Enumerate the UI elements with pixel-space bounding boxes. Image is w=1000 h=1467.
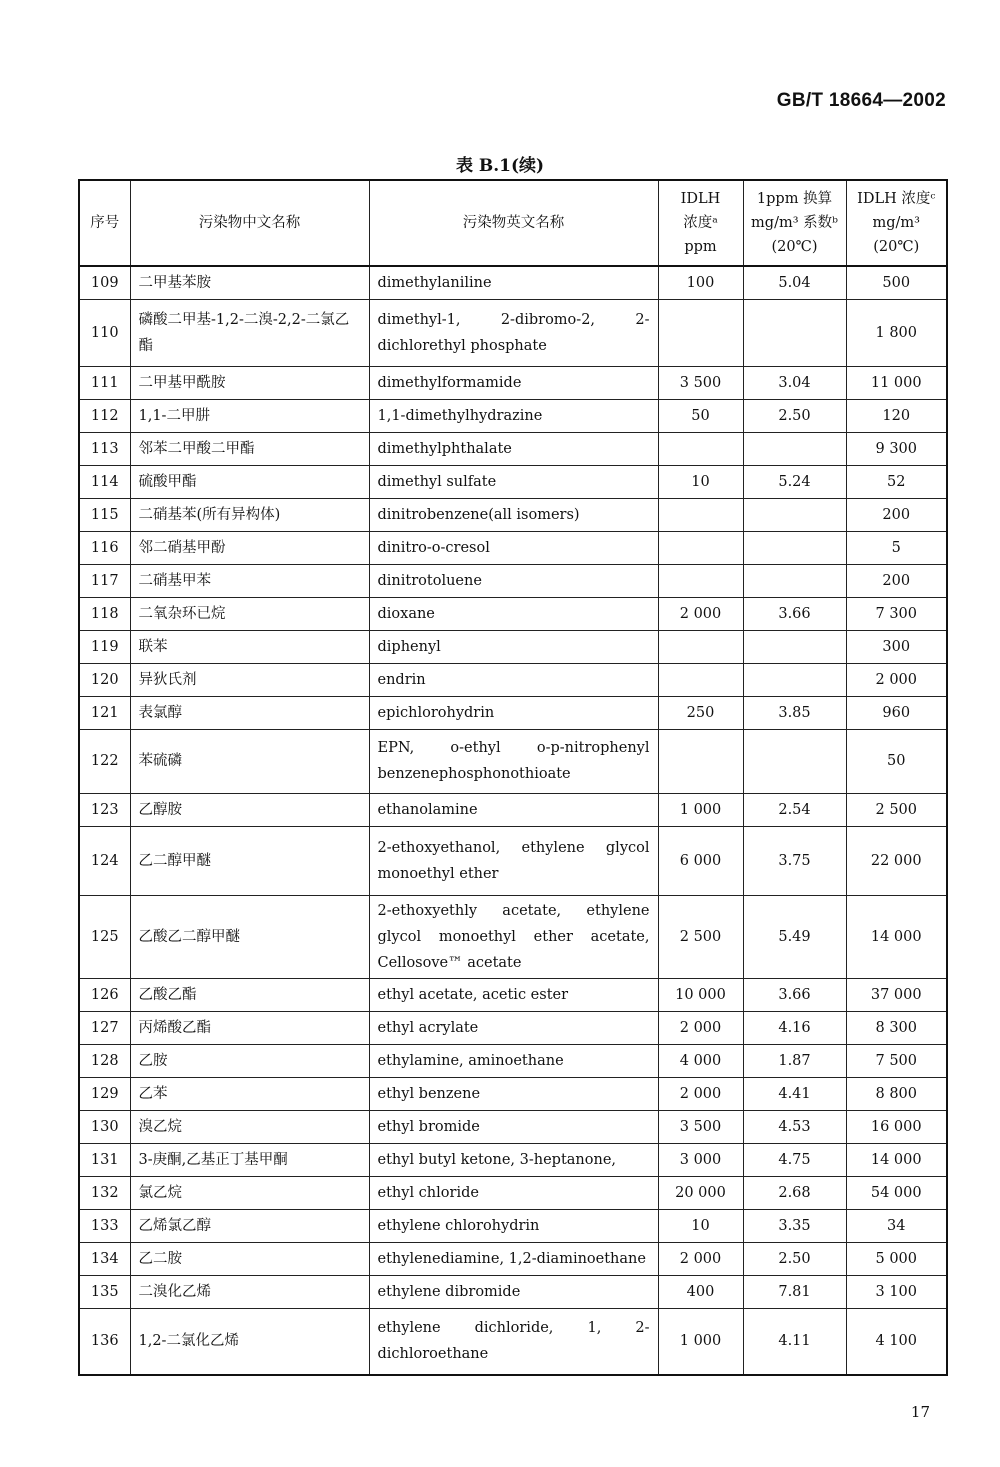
cell-factor: 4.11 bbox=[743, 1308, 846, 1375]
cell-idlh-ppm: 10 bbox=[658, 465, 743, 498]
cell-en-name: dinitrobenzene(all isomers) bbox=[369, 498, 658, 531]
cell-en-name: dimethyl sulfate bbox=[369, 465, 658, 498]
cell-factor bbox=[743, 729, 846, 793]
cell-en-name: dinitro-o-cresol bbox=[369, 531, 658, 564]
cell-cn-name: 1,1-二甲肼 bbox=[130, 399, 369, 432]
cell-idlh-mg: 14 000 bbox=[846, 1143, 947, 1176]
cell-no: 116 bbox=[79, 531, 130, 564]
standard-code: GB/T 18664—2002 bbox=[776, 90, 946, 111]
cell-cn-name: 溴乙烷 bbox=[130, 1110, 369, 1143]
cell-idlh-ppm: 2 000 bbox=[658, 1077, 743, 1110]
header-idlh-ppm bbox=[658, 180, 743, 266]
cell-no: 127 bbox=[79, 1011, 130, 1044]
cell-idlh-mg: 5 000 bbox=[846, 1242, 947, 1275]
table-row bbox=[79, 1077, 947, 1110]
cell-idlh-mg: 54 000 bbox=[846, 1176, 947, 1209]
cell-en-name: ethyl acetate, acetic ester bbox=[369, 978, 658, 1011]
header-factor-line3: (20℃) bbox=[771, 239, 818, 255]
table-row bbox=[79, 299, 947, 366]
header-idlh-mg bbox=[846, 180, 947, 266]
cell-cn-name: 乙酸乙二醇甲醚 bbox=[130, 895, 369, 978]
cell-idlh-ppm: 6 000 bbox=[658, 826, 743, 895]
cell-idlh-ppm: 1 000 bbox=[658, 793, 743, 826]
cell-idlh-ppm bbox=[658, 663, 743, 696]
cell-idlh-mg: 200 bbox=[846, 564, 947, 597]
table-row bbox=[79, 1275, 947, 1308]
cell-factor: 3.66 bbox=[743, 597, 846, 630]
table-row bbox=[79, 1308, 947, 1375]
cell-idlh-mg: 2 000 bbox=[846, 663, 947, 696]
table-row bbox=[79, 1176, 947, 1209]
cell-en-name: 2-ethoxyethly acetate, ethylene glycol monoethyl ether acetate, Cellosove™ acetate bbox=[369, 895, 658, 978]
cell-cn-name: 氯乙烷 bbox=[130, 1176, 369, 1209]
cell-no: 109 bbox=[79, 266, 130, 299]
cell-factor bbox=[743, 663, 846, 696]
cell-idlh-ppm: 2 000 bbox=[658, 597, 743, 630]
cell-factor: 5.04 bbox=[743, 266, 846, 299]
cell-factor bbox=[743, 630, 846, 663]
cell-cn-name: 乙醇胺 bbox=[130, 793, 369, 826]
cell-cn-name: 3-庚酮,乙基正丁基甲酮 bbox=[130, 1143, 369, 1176]
cell-en-name: diphenyl bbox=[369, 630, 658, 663]
cell-idlh-mg: 14 000 bbox=[846, 895, 947, 978]
table-row bbox=[79, 432, 947, 465]
cell-no: 126 bbox=[79, 978, 130, 1011]
cell-idlh-ppm: 1 000 bbox=[658, 1308, 743, 1375]
cell-en-name: ethyl bromide bbox=[369, 1110, 658, 1143]
cell-idlh-mg: 4 100 bbox=[846, 1308, 947, 1375]
cell-no: 135 bbox=[79, 1275, 130, 1308]
table-row bbox=[79, 663, 947, 696]
cell-factor: 2.50 bbox=[743, 1242, 846, 1275]
cell-en-name: dimethylphthalate bbox=[369, 432, 658, 465]
cell-idlh-ppm: 20 000 bbox=[658, 1176, 743, 1209]
cell-factor bbox=[743, 432, 846, 465]
cell-idlh-mg: 22 000 bbox=[846, 826, 947, 895]
page-number: 17 bbox=[910, 1403, 930, 1421]
cell-no: 132 bbox=[79, 1176, 130, 1209]
cell-cn-name: 联苯 bbox=[130, 630, 369, 663]
cell-no: 117 bbox=[79, 564, 130, 597]
cell-idlh-ppm: 3 000 bbox=[658, 1143, 743, 1176]
cell-no: 118 bbox=[79, 597, 130, 630]
cell-no: 121 bbox=[79, 696, 130, 729]
cell-cn-name: 磷酸二甲基-1,2-二溴-2,2-二氯乙酯 bbox=[130, 299, 369, 366]
cell-idlh-mg: 8 300 bbox=[846, 1011, 947, 1044]
cell-idlh-mg: 300 bbox=[846, 630, 947, 663]
cell-no: 129 bbox=[79, 1077, 130, 1110]
cell-cn-name: 邻苯二甲酸二甲酯 bbox=[130, 432, 369, 465]
cell-idlh-mg: 500 bbox=[846, 266, 947, 299]
cell-idlh-ppm bbox=[658, 498, 743, 531]
cell-factor: 2.68 bbox=[743, 1176, 846, 1209]
cell-no: 114 bbox=[79, 465, 130, 498]
header-idlh-ppm-line3: ppm bbox=[684, 239, 717, 255]
cell-factor: 3.66 bbox=[743, 978, 846, 1011]
cell-idlh-ppm bbox=[658, 432, 743, 465]
cell-idlh-ppm bbox=[658, 531, 743, 564]
table-row bbox=[79, 266, 947, 299]
cell-idlh-mg: 2 500 bbox=[846, 793, 947, 826]
cell-idlh-mg: 16 000 bbox=[846, 1110, 947, 1143]
header-no: 序号 bbox=[79, 180, 130, 266]
cell-cn-name: 二硝基苯(所有异构体) bbox=[130, 498, 369, 531]
cell-idlh-ppm: 50 bbox=[658, 399, 743, 432]
table-row bbox=[79, 465, 947, 498]
cell-en-name: ethylene dichloride, 1, 2-dichloroethane bbox=[369, 1308, 658, 1375]
cell-cn-name: 乙烯氯乙醇 bbox=[130, 1209, 369, 1242]
cell-no: 110 bbox=[79, 299, 130, 366]
cell-no: 130 bbox=[79, 1110, 130, 1143]
table-row bbox=[79, 978, 947, 1011]
cell-idlh-mg: 9 300 bbox=[846, 432, 947, 465]
cell-factor: 3.85 bbox=[743, 696, 846, 729]
cell-idlh-mg: 11 000 bbox=[846, 366, 947, 399]
table-row bbox=[79, 1143, 947, 1176]
cell-idlh-mg: 1 800 bbox=[846, 299, 947, 366]
cell-en-name: ethyl butyl ketone, 3-heptanone, bbox=[369, 1143, 658, 1176]
cell-en-name: endrin bbox=[369, 663, 658, 696]
cell-factor: 7.81 bbox=[743, 1275, 846, 1308]
cell-no: 111 bbox=[79, 366, 130, 399]
cell-factor: 2.50 bbox=[743, 399, 846, 432]
cell-idlh-ppm: 250 bbox=[658, 696, 743, 729]
table-row bbox=[79, 696, 947, 729]
table-row bbox=[79, 498, 947, 531]
cell-idlh-ppm: 10 000 bbox=[658, 978, 743, 1011]
header-idlh-mg-line1: IDLH 浓度ᶜ bbox=[857, 191, 936, 207]
cell-en-name: EPN, o-ethyl o-p-nitrophenyl benzenephosphonothioate bbox=[369, 729, 658, 793]
cell-cn-name: 乙二醇甲醚 bbox=[130, 826, 369, 895]
cell-cn-name: 异狄氏剂 bbox=[130, 663, 369, 696]
cell-en-name: ethyl chloride bbox=[369, 1176, 658, 1209]
cell-en-name: ethylamine, aminoethane bbox=[369, 1044, 658, 1077]
header-idlh-ppm-line2: 浓度ᵃ bbox=[683, 215, 718, 231]
cell-cn-name: 丙烯酸乙酯 bbox=[130, 1011, 369, 1044]
cell-idlh-ppm: 100 bbox=[658, 266, 743, 299]
cell-idlh-ppm: 2 000 bbox=[658, 1242, 743, 1275]
cell-en-name: 2-ethoxyethanol, ethylene glycol monoethyl ether bbox=[369, 826, 658, 895]
cell-idlh-ppm: 2 500 bbox=[658, 895, 743, 978]
cell-en-name: dimethylformamide bbox=[369, 366, 658, 399]
header-idlh-ppm-line1: IDLH bbox=[680, 191, 721, 207]
cell-idlh-mg: 52 bbox=[846, 465, 947, 498]
cell-cn-name: 二硝基甲苯 bbox=[130, 564, 369, 597]
cell-en-name: dimethyl-1, 2-dibromo-2, 2-dichlorethyl phosphate bbox=[369, 299, 658, 366]
cell-factor bbox=[743, 299, 846, 366]
header-cn-name: 污染物中文名称 bbox=[130, 180, 369, 266]
cell-idlh-ppm: 3 500 bbox=[658, 1110, 743, 1143]
header-idlh-mg-line2: mg/m³ bbox=[872, 215, 920, 231]
table-row bbox=[79, 1044, 947, 1077]
table-row bbox=[79, 793, 947, 826]
cell-factor: 4.53 bbox=[743, 1110, 846, 1143]
cell-cn-name: 乙苯 bbox=[130, 1077, 369, 1110]
cell-idlh-mg: 5 bbox=[846, 531, 947, 564]
cell-cn-name: 邻二硝基甲酚 bbox=[130, 531, 369, 564]
cell-factor bbox=[743, 564, 846, 597]
cell-no: 113 bbox=[79, 432, 130, 465]
cell-idlh-mg: 34 bbox=[846, 1209, 947, 1242]
cell-idlh-ppm bbox=[658, 729, 743, 793]
cell-no: 131 bbox=[79, 1143, 130, 1176]
cell-en-name: ethylene chlorohydrin bbox=[369, 1209, 658, 1242]
table-row bbox=[79, 366, 947, 399]
cell-no: 128 bbox=[79, 1044, 130, 1077]
cell-no: 124 bbox=[79, 826, 130, 895]
cell-no: 125 bbox=[79, 895, 130, 978]
table-row bbox=[79, 1209, 947, 1242]
cell-cn-name: 苯硫磷 bbox=[130, 729, 369, 793]
cell-idlh-mg: 120 bbox=[846, 399, 947, 432]
cell-idlh-ppm: 400 bbox=[658, 1275, 743, 1308]
cell-idlh-mg: 8 800 bbox=[846, 1077, 947, 1110]
cell-cn-name: 二溴化乙烯 bbox=[130, 1275, 369, 1308]
header-factor bbox=[743, 180, 846, 266]
cell-idlh-mg: 200 bbox=[846, 498, 947, 531]
cell-idlh-mg: 37 000 bbox=[846, 978, 947, 1011]
cell-en-name: epichlorohydrin bbox=[369, 696, 658, 729]
table-row bbox=[79, 564, 947, 597]
table-row bbox=[79, 1011, 947, 1044]
cell-en-name: ethyl benzene bbox=[369, 1077, 658, 1110]
cell-cn-name: 乙酸乙酯 bbox=[130, 978, 369, 1011]
cell-factor: 1.87 bbox=[743, 1044, 846, 1077]
cell-idlh-ppm bbox=[658, 564, 743, 597]
cell-no: 134 bbox=[79, 1242, 130, 1275]
cell-factor bbox=[743, 531, 846, 564]
cell-no: 119 bbox=[79, 630, 130, 663]
cell-idlh-ppm: 3 500 bbox=[658, 366, 743, 399]
cell-idlh-ppm: 4 000 bbox=[658, 1044, 743, 1077]
cell-no: 115 bbox=[79, 498, 130, 531]
table-row bbox=[79, 531, 947, 564]
cell-factor: 5.24 bbox=[743, 465, 846, 498]
cell-en-name: dioxane bbox=[369, 597, 658, 630]
cell-factor: 3.04 bbox=[743, 366, 846, 399]
idlh-table bbox=[78, 179, 948, 1376]
cell-cn-name: 1,2-二氯化乙烯 bbox=[130, 1308, 369, 1375]
cell-factor: 3.75 bbox=[743, 826, 846, 895]
cell-no: 112 bbox=[79, 399, 130, 432]
cell-factor: 2.54 bbox=[743, 793, 846, 826]
cell-no: 136 bbox=[79, 1308, 130, 1375]
cell-no: 133 bbox=[79, 1209, 130, 1242]
cell-idlh-mg: 3 100 bbox=[846, 1275, 947, 1308]
cell-idlh-mg: 7 300 bbox=[846, 597, 947, 630]
cell-no: 120 bbox=[79, 663, 130, 696]
header-factor-line1: 1ppm 换算 bbox=[756, 191, 833, 207]
table-header-row bbox=[79, 180, 947, 266]
cell-idlh-ppm: 10 bbox=[658, 1209, 743, 1242]
cell-cn-name: 表氯醇 bbox=[130, 696, 369, 729]
table-row bbox=[79, 826, 947, 895]
cell-cn-name: 乙胺 bbox=[130, 1044, 369, 1077]
cell-cn-name: 二甲基苯胺 bbox=[130, 266, 369, 299]
cell-en-name: dinitrotoluene bbox=[369, 564, 658, 597]
table-row bbox=[79, 597, 947, 630]
cell-en-name: ethylene dibromide bbox=[369, 1275, 658, 1308]
table-row bbox=[79, 1242, 947, 1275]
cell-en-name: ethylenediamine, 1,2-diaminoethane bbox=[369, 1242, 658, 1275]
header-en-name: 污染物英文名称 bbox=[369, 180, 658, 266]
table-row bbox=[79, 729, 947, 793]
table-title: 表 B.1(续) bbox=[455, 156, 545, 176]
cell-idlh-mg: 7 500 bbox=[846, 1044, 947, 1077]
cell-idlh-mg: 960 bbox=[846, 696, 947, 729]
cell-en-name: ethanolamine bbox=[369, 793, 658, 826]
cell-idlh-ppm bbox=[658, 299, 743, 366]
cell-factor bbox=[743, 498, 846, 531]
table-row bbox=[79, 1110, 947, 1143]
cell-en-name: 1,1-dimethylhydrazine bbox=[369, 399, 658, 432]
cell-cn-name: 二氧杂环已烷 bbox=[130, 597, 369, 630]
table-row bbox=[79, 399, 947, 432]
cell-no: 122 bbox=[79, 729, 130, 793]
cell-en-name: ethyl acrylate bbox=[369, 1011, 658, 1044]
cell-idlh-ppm bbox=[658, 630, 743, 663]
cell-idlh-ppm: 2 000 bbox=[658, 1011, 743, 1044]
cell-cn-name: 硫酸甲酯 bbox=[130, 465, 369, 498]
cell-cn-name: 二甲基甲酰胺 bbox=[130, 366, 369, 399]
table-row bbox=[79, 895, 947, 978]
table-row bbox=[79, 630, 947, 663]
cell-en-name: dimethylaniline bbox=[369, 266, 658, 299]
cell-idlh-mg: 50 bbox=[846, 729, 947, 793]
cell-factor: 4.16 bbox=[743, 1011, 846, 1044]
cell-factor: 4.75 bbox=[743, 1143, 846, 1176]
cell-cn-name: 乙二胺 bbox=[130, 1242, 369, 1275]
cell-factor: 5.49 bbox=[743, 895, 846, 978]
header-idlh-mg-line3: (20℃) bbox=[873, 239, 920, 255]
cell-factor: 3.35 bbox=[743, 1209, 846, 1242]
cell-factor: 4.41 bbox=[743, 1077, 846, 1110]
cell-no: 123 bbox=[79, 793, 130, 826]
header-factor-line2: mg/m³ 系数ᵇ bbox=[751, 215, 838, 231]
